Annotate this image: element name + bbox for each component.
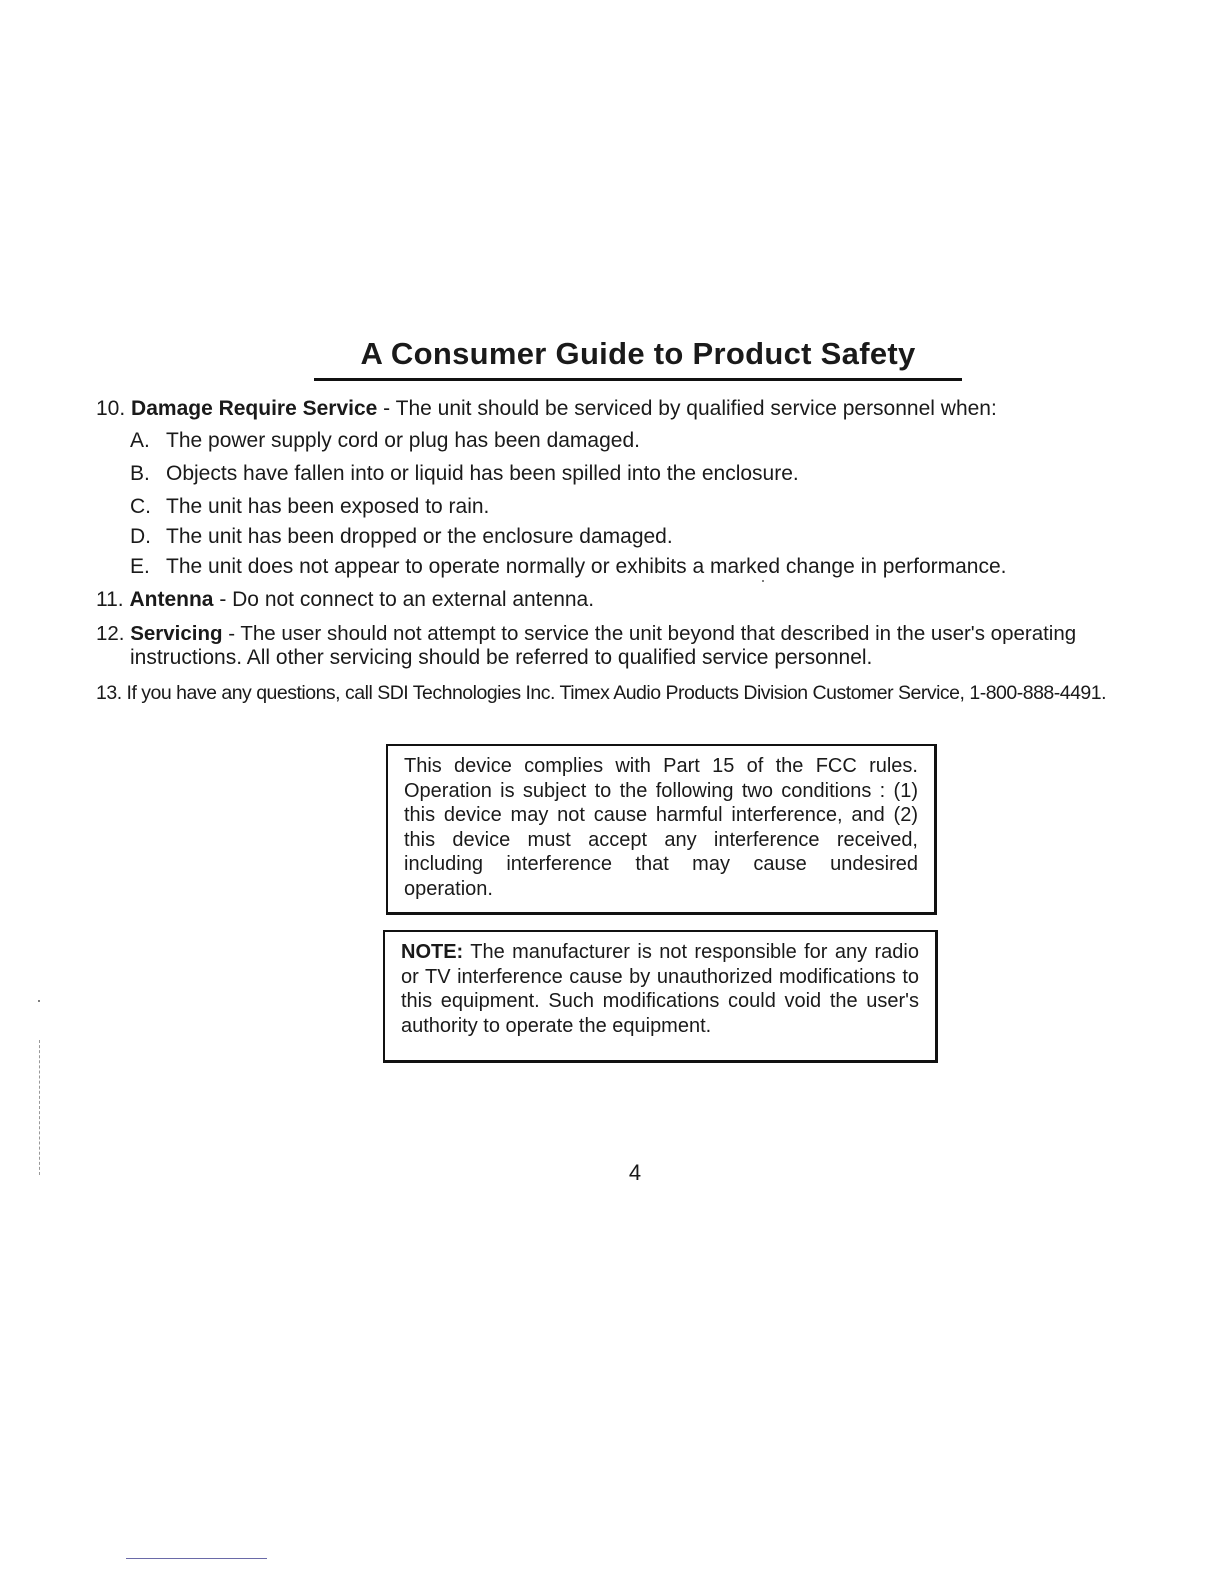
sub-item-b	[130, 462, 799, 486]
sub-item-c	[130, 495, 489, 519]
sub-letter: A.	[130, 429, 150, 452]
item-heading: Damage Require Service	[131, 397, 378, 420]
sub-letter: D.	[130, 525, 151, 548]
item-number: 13.	[96, 682, 122, 704]
item-heading: Servicing	[130, 622, 223, 645]
sub-item-e	[130, 555, 1006, 579]
sub-letter: C.	[130, 495, 151, 518]
sub-text: The unit does not appear to operate normally or exhibits a marked change in performance.	[166, 555, 1007, 578]
item-number: 11.	[96, 588, 124, 611]
sub-text: The unit has been exposed to rain.	[166, 495, 490, 518]
fcc-text: This device complies with Part 15 of the FCC rules. Operation is subject to the following two conditions : (1) this device may not cause harmful interference, and (2) this device must accept any interference received, including interference that may cause undesired operation.	[404, 755, 918, 900]
note-box	[383, 930, 938, 1063]
list-item-10	[96, 397, 997, 421]
sub-item-a	[130, 429, 640, 453]
scan-margin-mark	[39, 1040, 41, 1175]
sub-text: The power supply cord or plug has been damaged.	[166, 429, 640, 452]
item-number: 12.	[96, 622, 125, 645]
note-label: NOTE:	[401, 941, 464, 963]
note-text: The manufacturer is not responsible for any radio or TV interference cause by unauthorized modifications to this equipment. Such modifications could void the user's authority to operate the equipment.	[401, 941, 919, 1037]
item-number: 10.	[96, 397, 126, 420]
item-text: - The unit should be serviced by qualified service personnel when:	[377, 397, 997, 420]
scan-speck	[38, 1000, 40, 1002]
list-item-11	[96, 588, 594, 612]
sub-text: The unit has been dropped or the enclosure damaged.	[166, 525, 673, 548]
list-item-12-continuation: instructions. All other servicing should be referred to qualified service personnel.	[130, 646, 873, 669]
item-heading: Antenna	[129, 588, 214, 611]
page-title: A Consumer Guide to Product Safety	[314, 336, 962, 381]
list-item-12	[96, 622, 1076, 646]
item-text: - Do not connect to an external antenna.	[213, 588, 595, 611]
sub-letter: B.	[130, 462, 150, 485]
footer-rule	[126, 1558, 267, 1559]
scan-speck	[762, 580, 764, 582]
page-number: 4	[628, 1160, 642, 1185]
sub-letter: E.	[130, 555, 150, 578]
item-text: If you have any questions, call SDI Technologies Inc. Timex Audio Products Division Customer Service, 1-800-888-4491.	[126, 682, 1107, 704]
fcc-compliance-box	[386, 744, 937, 915]
sub-item-d	[130, 525, 673, 549]
list-item-13	[96, 681, 1106, 705]
sub-text: Objects have fallen into or liquid has been spilled into the enclosure.	[166, 462, 799, 485]
item-text: - The user should not attempt to service the unit beyond that described in the user's operating	[222, 622, 1077, 645]
